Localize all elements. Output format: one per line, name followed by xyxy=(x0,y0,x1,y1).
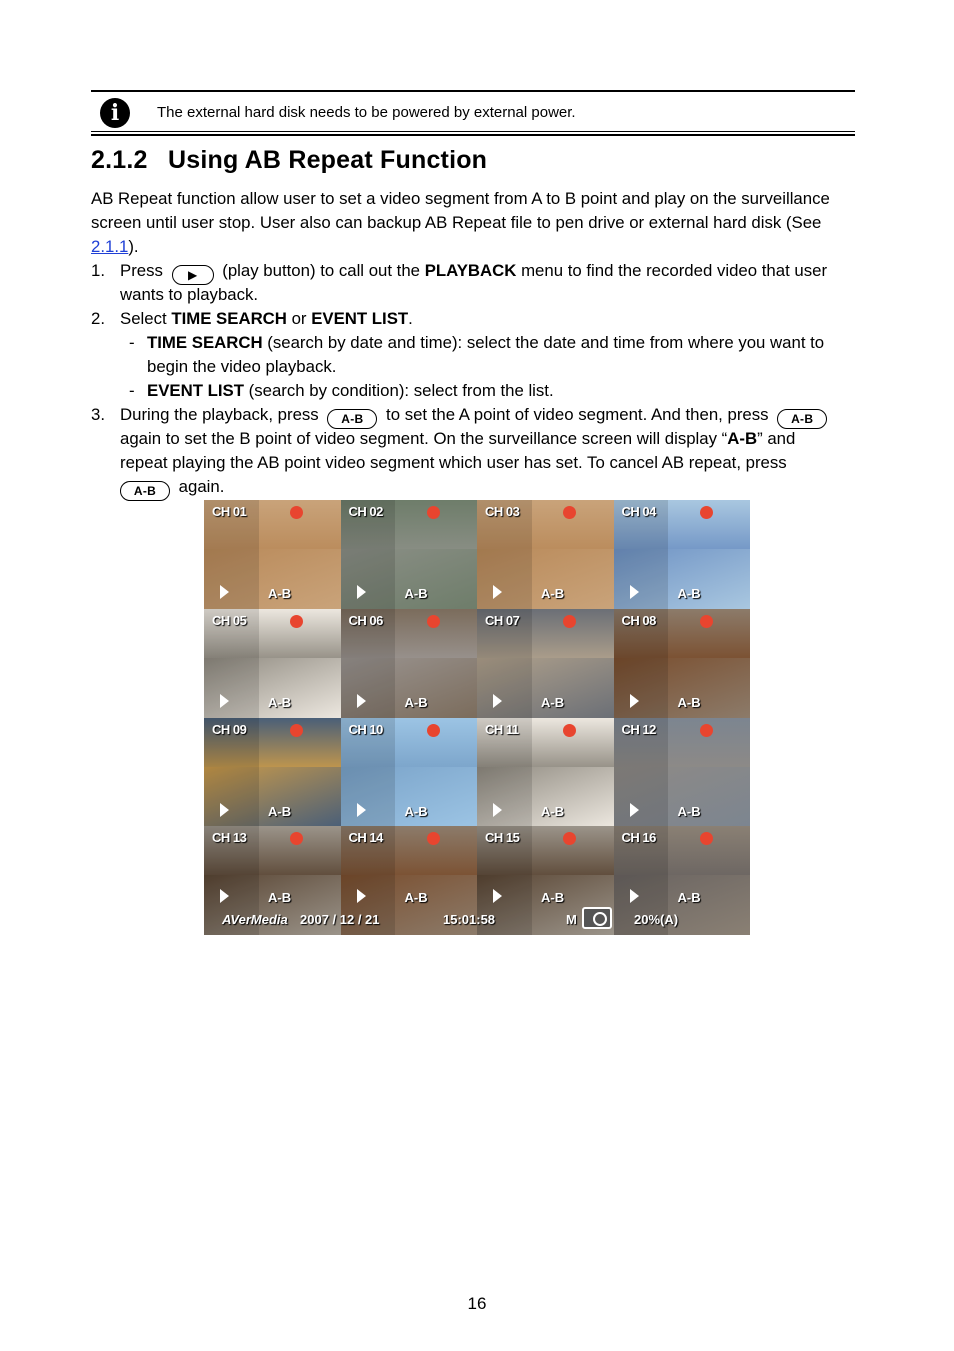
step-3-text-c: again to set the B point of video segment. On the surveillance screen will display “ xyxy=(120,429,728,448)
channel-cell xyxy=(204,718,341,827)
step-3-text-b: to set the A point of video segment. And then, press xyxy=(386,405,769,424)
channel-cell xyxy=(341,500,478,609)
ab-button-icon: A-B xyxy=(327,409,377,429)
record-dot-icon xyxy=(700,832,713,845)
sub-1-line-1 xyxy=(147,331,824,355)
step-1-line-2: wants to playback. xyxy=(120,285,259,304)
step-3-text-d: ” and xyxy=(757,429,796,448)
step-2-or: or xyxy=(291,309,307,328)
step-2-end: . xyxy=(408,309,413,328)
ab-overlay: A-B xyxy=(541,890,565,906)
channel-cell xyxy=(204,609,341,718)
channel-cell xyxy=(341,718,478,827)
play-icon xyxy=(357,803,366,817)
record-dot-icon xyxy=(700,615,713,628)
brand-logo: AVerMedia xyxy=(222,912,288,927)
channel-label: CH 15 xyxy=(485,830,520,846)
channel-label: CH 01 xyxy=(212,504,247,519)
ab-overlay: A-B xyxy=(404,694,428,710)
status-bar xyxy=(204,903,750,935)
ab-overlay: A-B xyxy=(677,586,701,601)
channel-cell xyxy=(614,500,751,609)
section-number: 2.1.2 xyxy=(91,146,148,174)
step-2-line xyxy=(120,307,413,331)
play-icon xyxy=(630,585,639,599)
status-mode: M xyxy=(566,912,577,927)
channel-label: CH 06 xyxy=(348,612,383,628)
step-1-number: 1. xyxy=(91,261,105,280)
step-3-line-2 xyxy=(120,427,795,451)
ab-overlay: A-B xyxy=(268,694,292,710)
record-dot-icon xyxy=(290,615,303,628)
play-icon xyxy=(357,694,366,708)
step-3-line-4 xyxy=(116,475,224,501)
channel-cell xyxy=(477,609,614,718)
record-dot-icon xyxy=(290,506,303,519)
step-1-line-1 xyxy=(120,259,827,285)
record-dot-icon xyxy=(563,615,576,628)
ab-overlay: A-B xyxy=(404,803,428,819)
channel-cell xyxy=(614,609,751,718)
channel-label: CH 05 xyxy=(212,612,247,628)
play-icon xyxy=(630,889,639,903)
record-dot-icon xyxy=(700,506,713,519)
channel-label: CH 08 xyxy=(621,612,656,628)
play-icon xyxy=(220,889,229,903)
play-icon xyxy=(493,585,502,599)
channel-label: CH 03 xyxy=(485,504,520,519)
note-bottom-rule xyxy=(91,131,855,132)
ab-overlay: A-B xyxy=(404,890,428,906)
record-dot-icon xyxy=(563,506,576,519)
playback-label: PLAYBACK xyxy=(424,261,517,280)
ab-overlay: A-B xyxy=(404,586,428,601)
step-1-text-b: (play button) to call out the xyxy=(222,261,421,280)
ab-overlay: A-B xyxy=(268,586,292,601)
ab-overlay: A-B xyxy=(677,803,701,819)
channel-label: CH 10 xyxy=(348,721,383,737)
record-dot-icon xyxy=(563,724,576,737)
record-dot-icon xyxy=(290,724,303,737)
play-icon xyxy=(220,803,229,817)
record-dot-icon xyxy=(427,615,440,628)
info-icon: i xyxy=(100,98,130,128)
ab-overlay: A-B xyxy=(541,694,565,710)
ab-button-icon: A-B xyxy=(777,409,827,429)
event-list-label: EVENT LIST xyxy=(311,309,409,328)
play-icon xyxy=(220,694,229,708)
channel-label: CH 02 xyxy=(348,504,383,519)
channel-label: CH 11 xyxy=(485,721,519,737)
ab-label-bold: A-B xyxy=(727,429,758,448)
page-number: 16 xyxy=(467,1294,487,1313)
record-dot-icon xyxy=(427,506,440,519)
channel-cell xyxy=(204,500,341,609)
note-top-rule xyxy=(91,90,855,92)
ab-overlay: A-B xyxy=(541,586,565,601)
play-button-icon: ▶ xyxy=(172,265,214,285)
record-dot-icon xyxy=(700,724,713,737)
step-1-text-c: menu to find the recorded video that user xyxy=(521,261,828,280)
play-icon xyxy=(357,585,366,599)
ab-overlay: A-B xyxy=(677,694,701,710)
status-time: 15:01:58 xyxy=(443,912,496,927)
step-1-text-a: Press xyxy=(120,261,163,280)
channel-label: CH 13 xyxy=(212,830,247,846)
step-3-line-3: repeat playing the AB point video segment which user has set. To cancel AB repeat, press xyxy=(120,453,787,472)
surveillance-screen xyxy=(204,500,750,935)
step-3-text-f: again. xyxy=(178,477,225,496)
step-2-text-a: Select xyxy=(120,309,167,328)
sub-1-line-2: begin the video playback. xyxy=(147,357,337,376)
sub-1-text: (search by date and time): select the date and time from where you want to xyxy=(267,333,825,352)
step-3-line-1 xyxy=(120,403,831,429)
channel-label: CH 04 xyxy=(621,504,656,519)
section-link[interactable]: 2.1.1 xyxy=(91,237,129,256)
note-bottom-rule-thick xyxy=(91,134,855,136)
step-3-text-a: During the playback, press xyxy=(120,405,319,424)
intro-line-3 xyxy=(91,235,139,259)
play-icon xyxy=(630,694,639,708)
sub-2-text: (search by condition): select from the list. xyxy=(248,381,554,400)
note-text: The external hard disk needs to be powered by external power. xyxy=(157,104,576,121)
play-icon xyxy=(630,803,639,817)
sub-2-bold: EVENT LIST xyxy=(147,381,244,400)
intro-after-link: ). xyxy=(128,237,139,256)
hdd-icon xyxy=(582,907,612,929)
time-search-label: TIME SEARCH xyxy=(171,309,287,328)
channel-cell xyxy=(614,718,751,827)
play-icon xyxy=(493,889,502,903)
record-dot-icon xyxy=(427,724,440,737)
note-box xyxy=(91,90,855,136)
channel-cell xyxy=(477,718,614,827)
intro-line-2: screen until user stop. User also can backup AB Repeat file to pen drive or external hard disk (See xyxy=(91,213,822,232)
step-2-number: 2. xyxy=(91,309,105,328)
section-title: Using AB Repeat Function xyxy=(168,146,488,174)
ab-overlay: A-B xyxy=(677,890,701,906)
play-icon xyxy=(357,889,366,903)
ab-overlay: A-B xyxy=(541,803,565,819)
sub-1-bold: TIME SEARCH xyxy=(147,333,263,352)
play-icon xyxy=(493,694,502,708)
channel-label: CH 14 xyxy=(348,830,383,846)
ab-button-icon: A-B xyxy=(120,481,170,501)
channel-cell xyxy=(341,609,478,718)
play-icon xyxy=(220,585,229,599)
channel-label: CH 07 xyxy=(485,612,520,628)
step-3-number: 3. xyxy=(91,405,105,424)
status-disk: 20%(A) xyxy=(634,912,679,927)
channel-label: CH 12 xyxy=(621,721,656,737)
sub-1-dash: - xyxy=(129,333,135,352)
record-dot-icon xyxy=(427,832,440,845)
ab-overlay: A-B xyxy=(268,803,292,819)
channel-cell xyxy=(477,500,614,609)
ab-overlay: A-B xyxy=(268,890,292,906)
status-date: 2007 / 12 / 21 xyxy=(300,912,380,927)
intro-line-1: AB Repeat function allow user to set a video segment from A to B point and play on the surveillance xyxy=(91,189,830,208)
channel-label: CH 16 xyxy=(621,830,656,846)
sub-2-dash: - xyxy=(129,381,135,400)
play-icon xyxy=(493,803,502,817)
channel-label: CH 09 xyxy=(212,721,247,737)
sub-2-line xyxy=(147,379,554,403)
section-heading xyxy=(91,146,487,175)
